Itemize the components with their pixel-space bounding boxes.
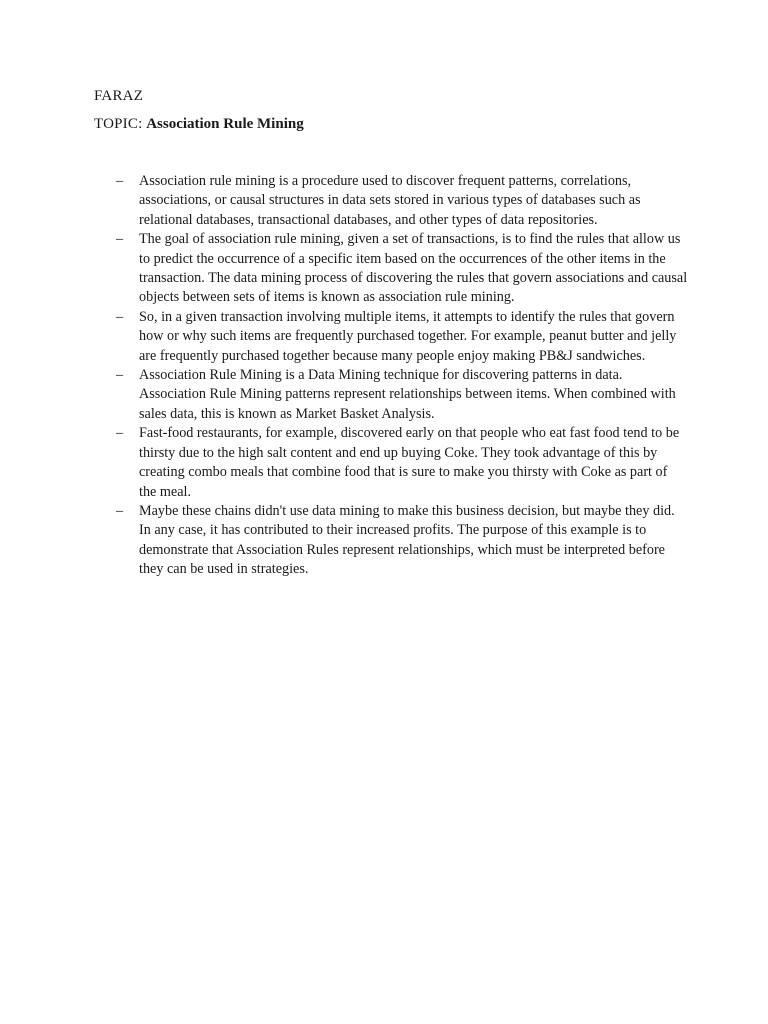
- bullet-text: Association Rule Mining is a Data Mining technique for discovering patterns in data. Association Rule Mining patterns represent relationships between items. When combined with sales data, this is known as Market Basket Analysis.: [139, 367, 676, 422]
- bullet-text: The goal of association rule mining, given a set of transactions, is to find the rules that allow us to predict the occurrence of a specific item based on the occurrences of the other items in the transaction. The data mining process of discovering the rules that govern associations and causal objects between sets of items is known as association rule mining.: [139, 231, 688, 306]
- bullet-text: So, in a given transaction involving multiple items, it attempts to identify the rules that govern how or why such items are frequently purchased together. For example, peanut butter and jelly are frequently purchased together because many people enjoy making PB&J sandwiches.: [139, 308, 677, 364]
- bullet-item: [116, 172, 688, 230]
- bullet-text: Maybe these chains didn't use data mining to make this business decision, but maybe they did. In any case, it has contributed to their increased profits. The purpose of this example is to demonstrate that Association Rules represent relationships, which must be interpreted before they can be used in strategies.: [139, 502, 675, 578]
- dash-bullet-icon: –: [116, 425, 124, 442]
- topic-heading: [94, 115, 304, 134]
- bullet-text: Association rule mining is a procedure used to discover frequent patterns, correlations, associations, or causal structures in data sets stored in various types of databases such as relational databases, transactional databases, and other types of data repositories.: [139, 173, 641, 228]
- dash-bullet-icon: –: [116, 502, 124, 519]
- bullet-item: [116, 230, 688, 308]
- bullet-item: [116, 502, 688, 580]
- bullet-item: [116, 366, 688, 424]
- author-name: FARAZ: [94, 88, 144, 104]
- dash-bullet-icon: –: [116, 173, 124, 189]
- bullet-item: [116, 424, 688, 502]
- topic-label: TOPIC:: [94, 116, 143, 132]
- topic-title: Association Rule Mining: [146, 116, 304, 132]
- bullet-text: Fast-food restaurants, for example, discovered early on that people who eat fast food tend to be thirsty due to the high salt content and end up buying Coke. They took advantage of this by creating combo meals that combine food that is sure to make you thirsty with Coke as part of the meal.: [139, 425, 680, 500]
- dash-bullet-icon: –: [116, 367, 124, 384]
- dash-bullet-icon: –: [116, 231, 124, 248]
- dash-bullet-icon: –: [116, 308, 124, 325]
- bullet-list: [116, 172, 688, 580]
- bullet-item: [116, 308, 688, 366]
